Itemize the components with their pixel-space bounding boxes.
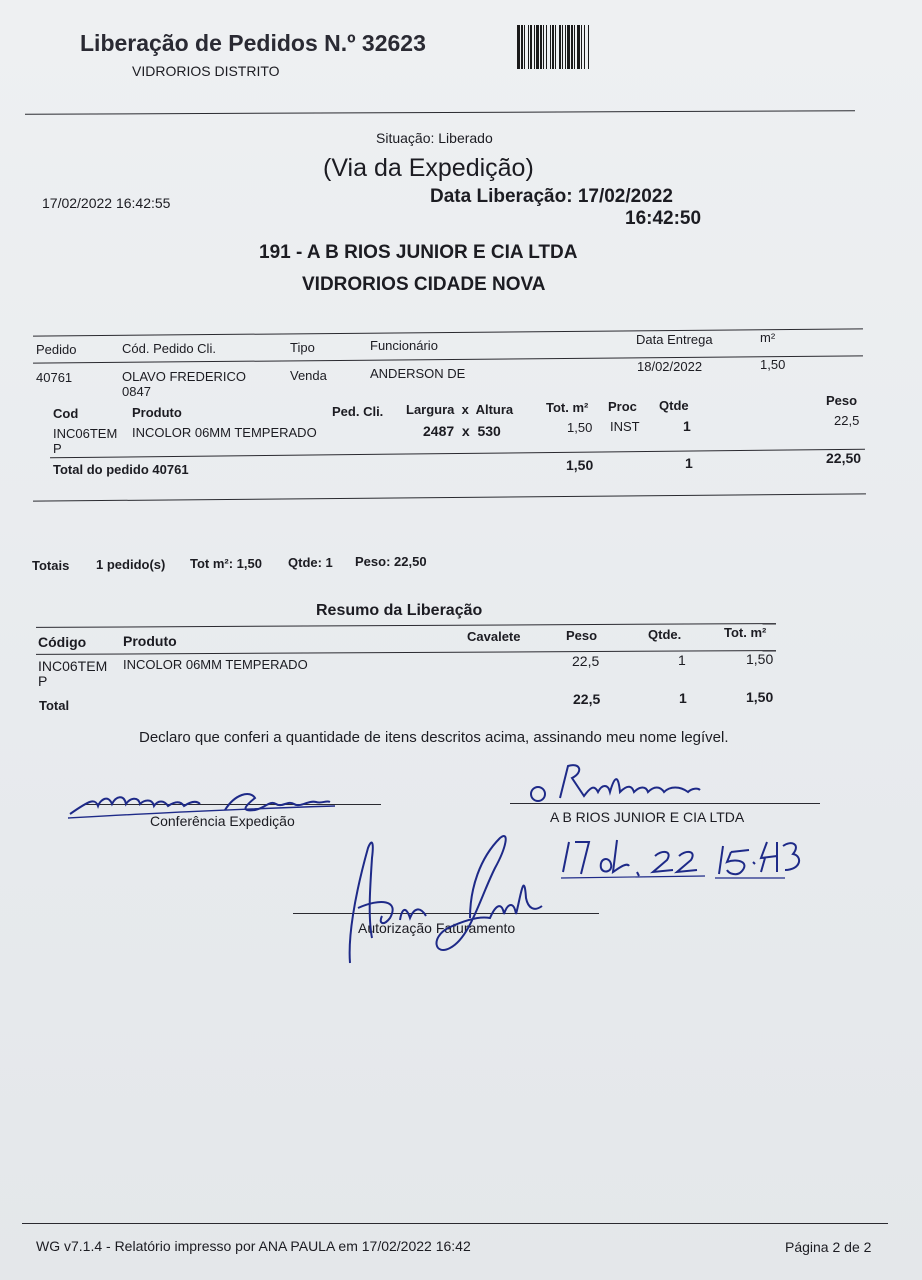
- data-liberacao: Data Liberação: 17/02/2022: [430, 186, 673, 207]
- item-produto: INCOLOR 06MM TEMPERADO: [132, 425, 317, 440]
- footer-page: Página 2 de 2: [785, 1239, 872, 1255]
- item-col-cod: Cod: [53, 406, 79, 421]
- col-pedido: Pedido: [36, 342, 77, 357]
- item-col-tot-m2: Tot. m²: [546, 400, 589, 415]
- resumo-total-label: Total: [39, 698, 70, 713]
- footer-left: WG v7.1.4 - Relatório impresso por ANA PAULA em 17/02/2022 16:42: [36, 1238, 471, 1254]
- resumo-qtde: 1: [678, 652, 686, 668]
- order-total-m2: 1,50: [566, 457, 594, 473]
- declaration-text: Declaro que conferi a quantidade de itens descritos acima, assinando meu nome legível.: [139, 729, 729, 746]
- resumo-col-qtde: Qtde.: [648, 627, 682, 642]
- order-cod-cli-2: 0847: [122, 384, 151, 399]
- item-col-proc: Proc: [608, 399, 637, 414]
- resumo-col-tot-m2: Tot. m²: [724, 625, 767, 640]
- autorizacao-signature: [330, 828, 550, 968]
- col-m2: m²: [760, 330, 776, 345]
- order-total-label: Total do pedido 40761: [53, 462, 189, 477]
- resumo-codigo: INC06TEM: [38, 658, 108, 674]
- col-data-entrega: Data Entrega: [636, 332, 713, 347]
- data-liberacao-time: 16:42:50: [625, 208, 702, 229]
- resumo-total-qtde: 1: [679, 690, 687, 706]
- col-cod-pedido-cli: Cód. Pedido Cli.: [122, 341, 216, 356]
- barcode-bar: [589, 25, 590, 69]
- item-col-produto: Produto: [132, 405, 182, 420]
- header-divider: [25, 110, 855, 115]
- order-total-qtde: 1: [685, 455, 693, 471]
- resumo-title: Resumo da Liberação: [316, 602, 483, 619]
- order-m2: 1,50: [760, 357, 786, 372]
- item-col-largura-altura: Largura x Altura: [406, 402, 514, 417]
- via-label: (Via da Expedição): [323, 154, 534, 182]
- client-name: 191 - A B RIOS JUNIOR E CIA LTDA: [259, 242, 578, 263]
- order-total-line: [50, 449, 865, 459]
- autorizacao-label: Autorização Faturamento: [358, 920, 516, 936]
- totals-peso: Peso: 22,50: [355, 554, 427, 569]
- resumo-total-tot-m2: 1,50: [746, 689, 774, 705]
- totals-label: Totais: [32, 558, 70, 573]
- resumo-header-line: [36, 650, 776, 655]
- resumo-codigo-2: P: [38, 673, 48, 689]
- order-top-line: [33, 328, 863, 336]
- conferencia-signature: [60, 770, 360, 830]
- order-funcionario: ANDERSON DE: [370, 366, 466, 381]
- handwritten-date: [555, 828, 815, 888]
- company-name: VIDRORIOS DISTRITO: [132, 63, 280, 79]
- totals-qtde: Qtde: 1: [288, 555, 333, 570]
- item-peso: 22,5: [834, 413, 860, 428]
- order-cod-cli: OLAVO FREDERICO: [122, 369, 247, 384]
- order-data-entrega: 18/02/2022: [637, 359, 703, 374]
- resumo-total-peso: 22,5: [573, 691, 601, 707]
- resumo-col-cavalete: Cavalete: [467, 629, 521, 644]
- item-tot-m2: 1,50: [567, 420, 593, 435]
- item-dimensions: 2487 x 530: [423, 423, 501, 439]
- client-store: VIDRORIOS CIDADE NOVA: [302, 274, 546, 295]
- order-header-line: [33, 355, 863, 363]
- item-cod: INC06TEM: [53, 426, 118, 441]
- situacao: Situação: Liberado: [376, 130, 493, 146]
- client-signature: [520, 758, 720, 808]
- conferencia-label: Conferência Expedição: [150, 813, 295, 829]
- resumo-col-produto: Produto: [123, 633, 177, 649]
- item-cod-2: P: [53, 441, 62, 456]
- order-bottom-line: [33, 493, 866, 501]
- resumo-peso: 22,5: [572, 653, 600, 669]
- totals-pedidos: 1 pedido(s): [96, 557, 166, 572]
- order-tipo: Venda: [290, 368, 327, 383]
- footer-line: [22, 1223, 888, 1224]
- client-sign-label: A B RIOS JUNIOR E CIA LTDA: [550, 809, 745, 825]
- col-tipo: Tipo: [290, 340, 315, 355]
- order-total-peso: 22,50: [826, 450, 862, 466]
- resumo-col-peso: Peso: [566, 628, 598, 643]
- item-proc: INST: [610, 419, 640, 434]
- print-datetime: 17/02/2022 16:42:55: [42, 195, 171, 211]
- document-title: Liberação de Pedidos N.º 32623: [80, 30, 426, 56]
- totals-m2: Tot m²: 1,50: [190, 556, 262, 571]
- item-col-peso: Peso: [826, 393, 858, 408]
- barcode: [517, 25, 662, 69]
- item-qtde: 1: [683, 418, 691, 434]
- resumo-tot-m2: 1,50: [746, 651, 774, 667]
- item-col-qtde: Qtde: [659, 398, 689, 413]
- resumo-col-codigo: Código: [38, 634, 87, 650]
- order-pedido: 40761: [36, 370, 73, 385]
- item-col-ped-cli: Ped. Cli.: [332, 404, 384, 419]
- resumo-produto: INCOLOR 06MM TEMPERADO: [123, 657, 308, 672]
- col-funcionario: Funcionário: [370, 338, 438, 353]
